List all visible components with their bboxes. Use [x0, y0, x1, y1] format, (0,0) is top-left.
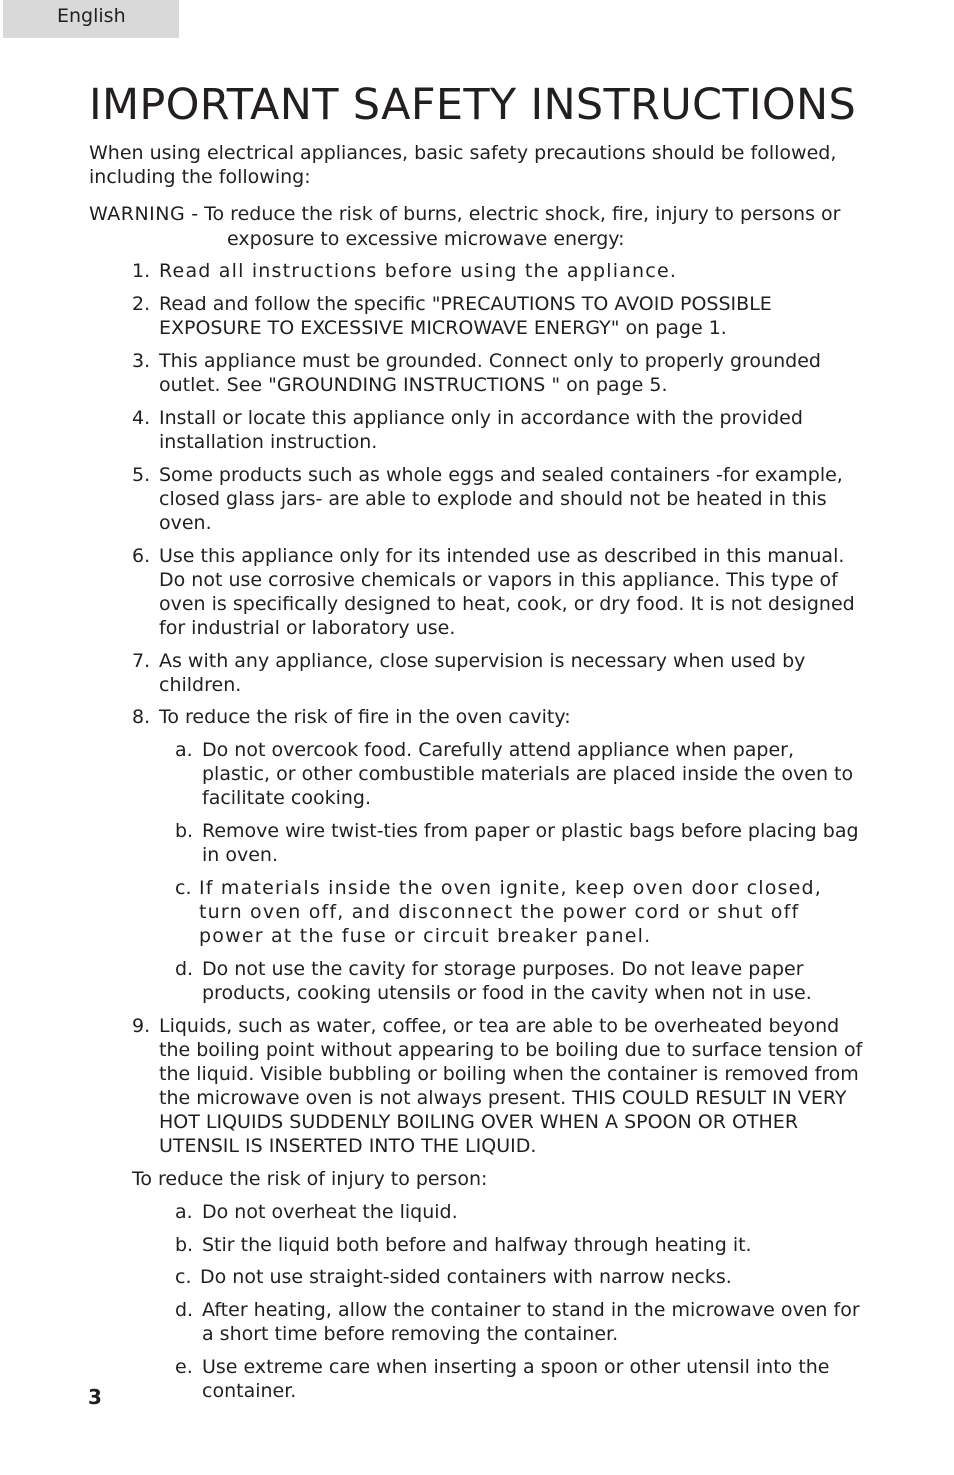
- list-item: [132, 1014, 862, 1158]
- item-text: Do not use straight-sided containers with narrow necks.: [200, 1266, 732, 1288]
- item-text: turn oven off, and disconnect the power cord or shut off: [199, 901, 800, 923]
- item-text: This appliance must be grounded. Connect only to properly grounded: [159, 350, 821, 372]
- item-letter: b.: [175, 1234, 194, 1256]
- item-text: Read and follow the specific "PRECAUTIONS TO AVOID POSSIBLE: [159, 293, 772, 315]
- item-text: Do not use the cavity for storage purposes. Do not leave paper: [202, 958, 804, 980]
- item-letter: a.: [175, 739, 193, 761]
- item-number: 3.: [132, 350, 151, 372]
- item-text: power at the fuse or circuit breaker panel.: [199, 925, 652, 947]
- item-text: Install or locate this appliance only in accordance with the provided: [159, 407, 803, 429]
- item-letter: d.: [175, 1299, 194, 1321]
- warning-text: exposure to excessive microwave energy:: [227, 228, 625, 250]
- item-text: Read all instructions before using the appliance.: [159, 260, 678, 282]
- language-tab: [3, 0, 179, 38]
- list-item: [132, 259, 677, 283]
- sub-list-item: [175, 738, 853, 810]
- item-text: the liquid. Visible bubbling or boiling when the container is removed from: [159, 1063, 859, 1085]
- item-text: the boiling point without appearing to be boiling due to surface tension of: [159, 1039, 863, 1061]
- intro-line: When using electrical appliances, basic safety precautions should be followed,: [89, 142, 837, 164]
- item-text: UTENSIL IS INSERTED INTO THE LIQUID.: [159, 1135, 537, 1157]
- item-letter: e.: [175, 1356, 193, 1378]
- list-item: [132, 349, 821, 397]
- item-number: 9.: [132, 1015, 151, 1037]
- item-text: Remove wire twist-ties from paper or plastic bags before placing bag: [202, 820, 859, 842]
- sub-list-item: [175, 957, 812, 1005]
- item-text: Use this appliance only for its intended use as described in this manual.: [159, 545, 845, 567]
- item-text: HOT LIQUIDS SUDDENLY BOILING OVER WHEN A SPOON OR OTHER: [159, 1111, 799, 1133]
- intro-paragraph: [89, 141, 859, 189]
- item-letter: c.: [175, 877, 192, 899]
- sub-list-item: [175, 1298, 860, 1346]
- item-text: for industrial or laboratory use.: [159, 617, 456, 639]
- item-number: 8.: [132, 706, 151, 728]
- item-number: 7.: [132, 650, 151, 672]
- item-text: Stir the liquid both before and halfway through heating it.: [202, 1234, 752, 1256]
- sub-list-item: [175, 1355, 830, 1403]
- sub-list-item: [175, 1265, 732, 1289]
- item-text: Do not overcook food. Carefully attend appliance when paper,: [202, 739, 794, 761]
- sub-list-item: [175, 876, 822, 948]
- page-number: 3: [88, 1385, 102, 1409]
- item-text: children.: [159, 674, 242, 696]
- item-text: Do not use corrosive chemicals or vapors in this appliance. This type of: [159, 569, 838, 591]
- item-text: installation instruction.: [159, 431, 378, 453]
- item-text: the microwave oven is not always present. THIS COULD RESULT IN VERY: [159, 1087, 847, 1109]
- list-item: [132, 649, 805, 697]
- item-text: To reduce the risk of fire in the oven cavity:: [159, 706, 571, 728]
- item-text: If materials inside the oven ignite, keep oven door closed,: [199, 877, 823, 899]
- item-text: Do not overheat the liquid.: [202, 1201, 458, 1223]
- item-text: plastic, or other combustible materials are placed inside the oven to: [202, 763, 854, 785]
- item-text: Liquids, such as water, coffee, or tea are able to be overheated beyond: [159, 1015, 840, 1037]
- list-item: [132, 406, 803, 454]
- item-number: 6.: [132, 545, 151, 567]
- item-letter: c.: [175, 1266, 192, 1288]
- item-number: 5.: [132, 464, 151, 486]
- item-text: in oven.: [202, 844, 278, 866]
- item-letter: a.: [175, 1201, 193, 1223]
- item-text: container.: [202, 1380, 297, 1402]
- item-text: oven.: [159, 512, 212, 534]
- sub-list-item: [175, 819, 859, 867]
- item-number: 1.: [132, 260, 151, 282]
- item-letter: b.: [175, 820, 194, 842]
- sub-list-item: [175, 1200, 458, 1224]
- item-text: EXPOSURE TO EXCESSIVE MICROWAVE ENERGY" on page 1.: [159, 317, 727, 339]
- list-item: [132, 292, 772, 340]
- list-item: [132, 463, 843, 535]
- item-text: products, cooking utensils or food in the cavity when not in use.: [202, 982, 812, 1004]
- warning-label: WARNING: [89, 203, 186, 225]
- item-text: After heating, allow the container to stand in the microwave oven for: [202, 1299, 860, 1321]
- item-text: facilitate cooking.: [202, 787, 372, 809]
- item-text: oven is specifically designed to heat, cook, or dry food. It is not designed: [159, 593, 855, 615]
- item-text: outlet. See "GROUNDING INSTRUCTIONS " on page 5.: [159, 374, 668, 396]
- item-text: Use extreme care when inserting a spoon or other utensil into the: [202, 1356, 830, 1378]
- item-number: 4.: [132, 407, 151, 429]
- item-text: As with any appliance, close supervision is necessary when used by: [159, 650, 806, 672]
- item-text: Some products such as whole eggs and sealed containers -for example,: [159, 464, 843, 486]
- list-item: [132, 544, 855, 640]
- language-label: English: [57, 5, 126, 27]
- warning-paragraph: [89, 202, 879, 252]
- page-title: IMPORTANT SAFETY INSTRUCTIONS: [89, 80, 857, 130]
- item-letter: d.: [175, 958, 194, 980]
- list-item: [132, 705, 571, 729]
- item-text: a short time before removing the container.: [202, 1323, 619, 1345]
- section-heading: To reduce the risk of injury to person:: [132, 1168, 488, 1190]
- sub-list-item: [175, 1233, 752, 1257]
- item-number: 2.: [132, 293, 151, 315]
- warning-text: - To reduce the risk of burns, electric shock, fire, injury to persons or: [185, 203, 841, 225]
- intro-line: including the following:: [89, 166, 311, 188]
- item-text: closed glass jars- are able to explode and should not be heated in this: [159, 488, 827, 510]
